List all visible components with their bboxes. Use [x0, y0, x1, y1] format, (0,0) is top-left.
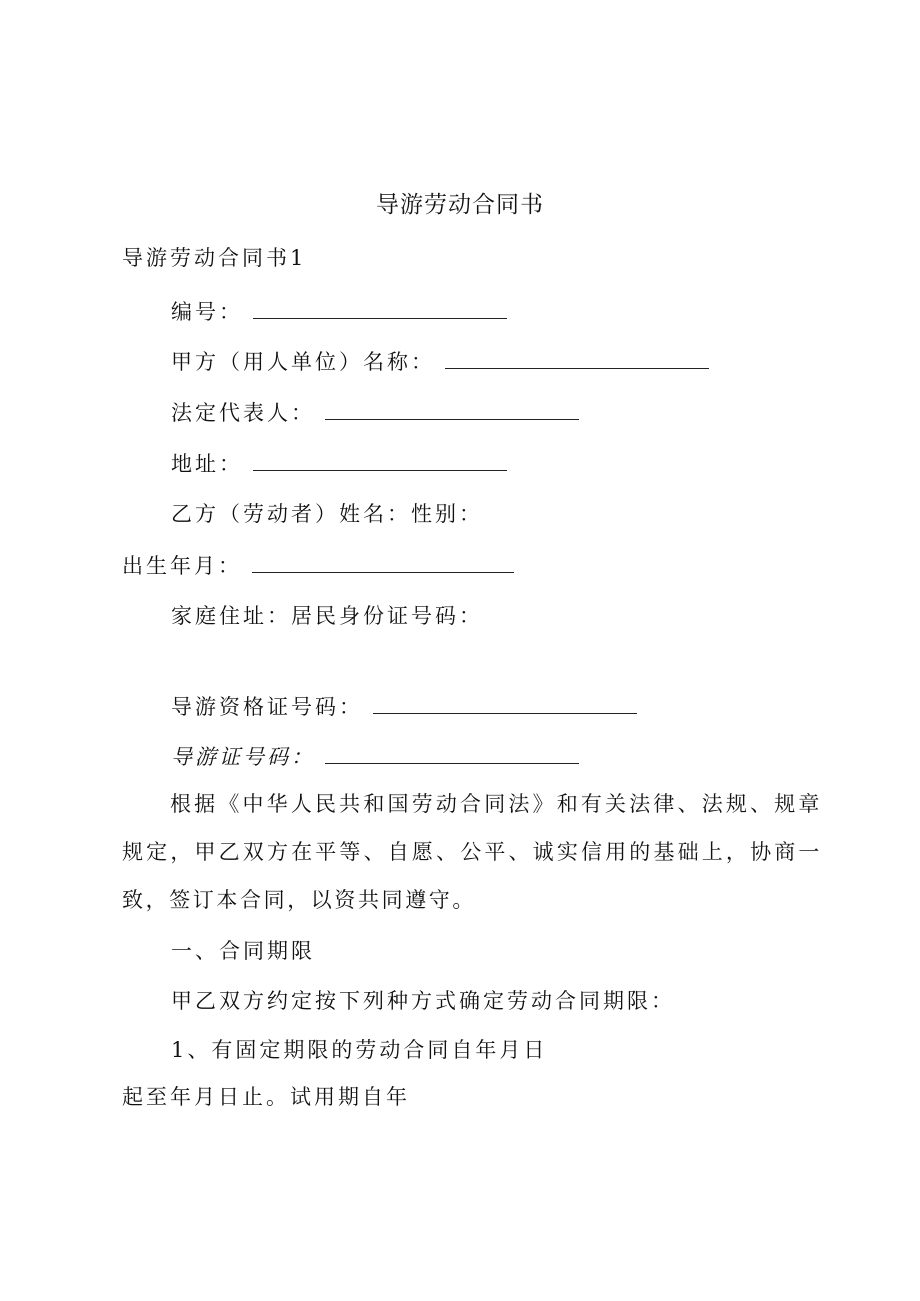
guide-qualification-label: 导游资格证号码：	[171, 695, 363, 719]
address-blank	[253, 448, 507, 471]
party-a-name-label: 甲方（用人单位）名称：	[171, 350, 435, 374]
address-field	[171, 448, 507, 479]
guide-license-blank	[325, 741, 579, 764]
section1-item1: 1、有固定期限的劳动合同自年月日	[171, 1038, 548, 1062]
guide-qualification-blank	[373, 691, 637, 714]
number-blank	[253, 296, 507, 319]
party-a-name-blank	[445, 346, 709, 369]
guide-license-label: 导游证号码：	[171, 745, 315, 769]
guide-license-field	[171, 741, 579, 772]
section1-heading: 一、合同期限	[171, 939, 315, 963]
party-a-name-field	[171, 346, 709, 377]
number-label: 编号：	[171, 300, 243, 324]
birth-label: 出生年月：	[122, 554, 242, 578]
number-field	[171, 296, 507, 327]
address-label: 地址：	[171, 452, 243, 476]
section1-item1-cont: 起至年月日止。试用期自年	[122, 1085, 410, 1109]
intro-paragraph: 根据《中华人民共和国劳动合同法》和有关法律、法规、规章规定，甲乙双方在平等、自愿、公平、诚实信用的基础上，协商一致，签订本合同，以资共同遵守。	[122, 792, 822, 912]
legal-rep-blank	[325, 397, 579, 420]
party-b-label: 乙方（劳动者）姓名：性别：	[171, 502, 483, 526]
birth-blank	[252, 550, 514, 573]
birth-field	[122, 550, 514, 581]
document-subtitle: 导游劳动合同书1	[122, 246, 307, 270]
guide-qualification-field	[171, 691, 637, 722]
section1-line1: 甲乙双方约定按下列种方式确定劳动合同期限：	[171, 989, 675, 1013]
home-address-label: 家庭住址：居民身份证号码：	[171, 604, 483, 628]
document-title: 导游劳动合同书	[376, 192, 544, 218]
legal-rep-field	[171, 397, 579, 428]
legal-rep-label: 法定代表人：	[171, 401, 315, 425]
